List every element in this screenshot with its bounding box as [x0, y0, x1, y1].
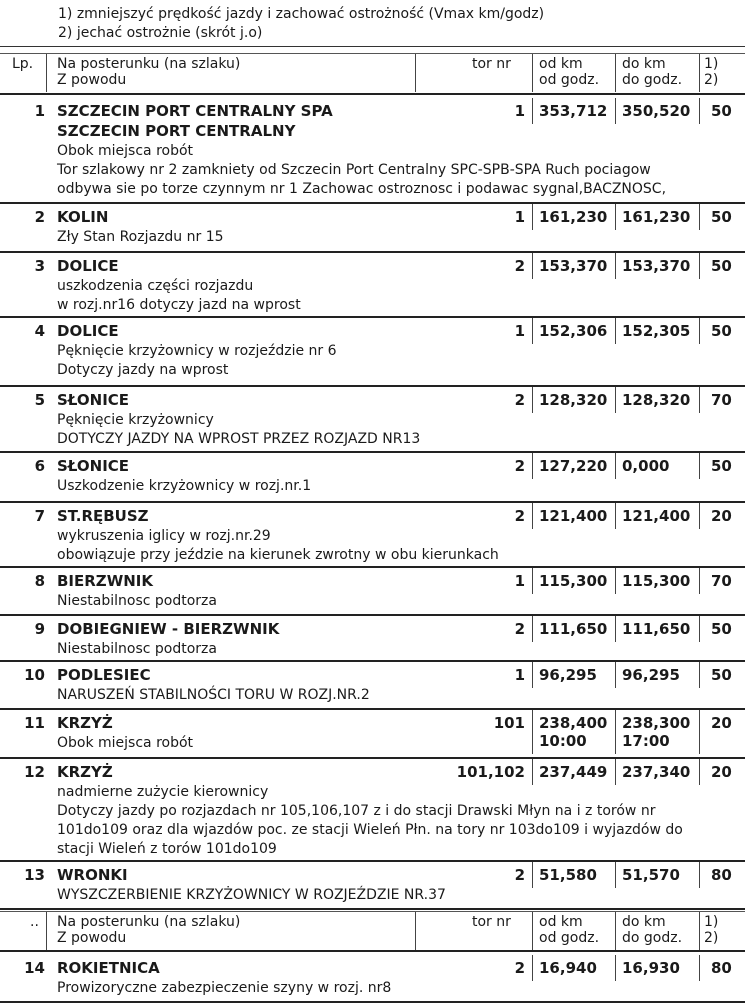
- row-reason-line: Tor szlakowy nr 2 zamkniety od Szczecin Port Centralny SPC-SPB-SPA Ruch pociagow: [57, 162, 651, 178]
- table-row: [0, 710, 745, 757]
- row-tor: 2: [514, 391, 525, 409]
- row-reason-line: Obok miejsca robót: [57, 735, 194, 751]
- row-lp: 10: [24, 666, 45, 684]
- row-place-line2: SZCZECIN PORT CENTRALNY: [57, 122, 296, 140]
- cell-divider: [532, 204, 533, 230]
- row-vmax: 80: [711, 866, 732, 884]
- row-reason-line: nadmierne zużycie kierownicy: [57, 784, 269, 800]
- row-reason-line: wykruszenia iglicy w rozj.nr.29: [57, 528, 271, 544]
- row-separator: [0, 316, 745, 318]
- header2-top-line: [0, 911, 745, 912]
- cell-divider: [532, 955, 533, 981]
- row-tor: 1: [514, 208, 525, 226]
- row-lp: 14: [24, 959, 45, 977]
- row-do-km: 128,320: [622, 391, 691, 409]
- row-separator: [0, 614, 745, 616]
- row-place: DOLICE: [57, 322, 119, 340]
- cell-divider: [699, 759, 700, 785]
- row-lp: 8: [34, 572, 45, 590]
- row-od-time: 10:00: [539, 732, 587, 750]
- table-header: [0, 54, 745, 92]
- row-reason-line: Niestabilnosc podtorza: [57, 641, 217, 657]
- cell-divider: [615, 453, 616, 479]
- row-reason-line: Uszkodzenie krzyżownicy w rozj.nr.1: [57, 478, 312, 494]
- header-divider: [699, 912, 700, 950]
- row-reason-line: Dotyczy jazdy na wprost: [57, 362, 229, 378]
- row-reason-line: Obok miejsca robót: [57, 143, 194, 159]
- row-do-time: 17:00: [622, 732, 670, 750]
- table-row: [0, 387, 745, 451]
- header-do-line1: do km: [622, 56, 666, 72]
- row-tor: 1: [514, 666, 525, 684]
- cell-divider: [615, 568, 616, 594]
- row-vmax: 70: [711, 391, 732, 409]
- row-od-km: 115,300: [539, 572, 608, 590]
- row-reason-line: NARUSZEŃ STABILNOŚCI TORU W ROZJ.NR.2: [57, 687, 370, 703]
- cell-divider: [532, 616, 533, 642]
- row-do-km: 111,650: [622, 620, 691, 638]
- cell-divider: [699, 616, 700, 642]
- header2-do-line2: do godz.: [622, 930, 683, 946]
- row-od-km: 128,320: [539, 391, 608, 409]
- row-separator: [0, 251, 745, 253]
- row-separator: [0, 501, 745, 503]
- row-place: BIERZWNIK: [57, 572, 153, 590]
- row-tor: 101,102: [456, 763, 525, 781]
- row-lp: 7: [34, 507, 45, 525]
- header-v-line1: 1): [704, 56, 719, 72]
- row-od-km: 353,712: [539, 102, 608, 120]
- row-reason-line: Pęknięcie krzyżownicy w rozjeździe nr 6: [57, 343, 337, 359]
- cell-divider: [699, 387, 700, 413]
- header-place-line1: Na posterunku (na szlaku): [57, 56, 241, 72]
- header-divider: [615, 912, 616, 950]
- cell-divider: [699, 503, 700, 529]
- row-od-km: 237,449: [539, 763, 608, 781]
- row-separator: [0, 385, 745, 387]
- legend-line-2: 2) jechać ostrożnie (skrót j.o): [58, 25, 263, 41]
- row-lp: 3: [34, 257, 45, 275]
- row-tor: 2: [514, 959, 525, 977]
- table-row: [0, 318, 745, 385]
- row-lp: 4: [34, 322, 45, 340]
- cell-divider: [532, 710, 533, 754]
- legend: [0, 0, 745, 47]
- row-vmax: 50: [711, 208, 732, 226]
- row-tor: 1: [514, 102, 525, 120]
- row-tor: 2: [514, 457, 525, 475]
- row-place: ROKIETNICA: [57, 959, 160, 977]
- row-place: DOLICE: [57, 257, 119, 275]
- table-row: [0, 759, 745, 860]
- cell-divider: [615, 318, 616, 344]
- header2-place-line1: Na posterunku (na szlaku): [57, 914, 241, 930]
- row-lp: 5: [34, 391, 45, 409]
- row-reason-line: DOTYCZY JAZDY NA WPROST PRZEZ ROZJAZD NR13: [57, 431, 421, 447]
- cell-divider: [615, 759, 616, 785]
- row-do-km: 51,570: [622, 866, 680, 884]
- header-divider: [46, 54, 47, 92]
- cell-divider: [699, 318, 700, 344]
- header-divider: [532, 912, 533, 950]
- cell-divider: [699, 862, 700, 888]
- header-top-line: [0, 53, 745, 54]
- row-tor: 101: [493, 714, 525, 732]
- table-row: [0, 453, 745, 501]
- row-place: PODLESIEC: [57, 666, 151, 684]
- row-vmax: 50: [711, 102, 732, 120]
- header-od-line1: od km: [539, 56, 583, 72]
- row-lp: 11: [24, 714, 45, 732]
- cell-divider: [615, 616, 616, 642]
- header2-lp: ..: [30, 914, 39, 930]
- header-divider: [699, 54, 700, 92]
- header-v-line2: 2): [704, 72, 719, 88]
- table-row: [0, 955, 745, 1001]
- table-row: [0, 662, 745, 708]
- table-row: [0, 98, 745, 202]
- row-place: WRONKI: [57, 866, 128, 884]
- row-do-km: 238,300: [622, 714, 691, 732]
- row-do-km: 153,370: [622, 257, 691, 275]
- row-reason-line: Dotyczy jazdy po rozjazdach nr 105,106,107 z i do stacji Drawski Młyn na i z torów nr: [57, 803, 656, 819]
- cell-divider: [532, 98, 533, 124]
- row-lp: 2: [34, 208, 45, 226]
- row-tor: 1: [514, 572, 525, 590]
- table-row: [0, 503, 745, 566]
- row-reason-line: Zły Stan Rozjazdu nr 15: [57, 229, 224, 245]
- row-vmax: 50: [711, 457, 732, 475]
- row-reason-line: WYSZCZERBIENIE KRZYŻOWNICY W ROZJEŹDZIE NR.37: [57, 887, 446, 903]
- row-lp: 9: [34, 620, 45, 638]
- row-reason-line: Prowizoryczne zabezpieczenie szyny w rozj. nr8: [57, 980, 392, 996]
- cell-divider: [699, 662, 700, 688]
- row-od-km: 161,230: [539, 208, 608, 226]
- row-vmax: 50: [711, 620, 732, 638]
- cell-divider: [532, 862, 533, 888]
- row-vmax: 80: [711, 959, 732, 977]
- cell-divider: [532, 387, 533, 413]
- cell-divider: [532, 568, 533, 594]
- cell-divider: [615, 710, 616, 754]
- header-divider: [615, 54, 616, 92]
- header2-tor: tor nr: [472, 914, 511, 930]
- cell-divider: [699, 710, 700, 754]
- row-reason-line: odbywa sie po torze czynnym nr 1 Zachowac ostroznosc i podawac sygnal,BACZNOSC,: [57, 181, 667, 197]
- table-row: [0, 568, 745, 614]
- cell-divider: [532, 759, 533, 785]
- row-od-km: 238,400: [539, 714, 608, 732]
- row-place: SŁONICE: [57, 457, 130, 475]
- header-od-line2: od godz.: [539, 72, 600, 88]
- row-vmax: 70: [711, 572, 732, 590]
- header-divider: [532, 54, 533, 92]
- row-do-km: 115,300: [622, 572, 691, 590]
- header-do-line2: do godz.: [622, 72, 683, 88]
- header-tor: tor nr: [472, 56, 511, 72]
- row-reason-line: w rozj.nr16 dotyczy jazd na wprost: [57, 297, 301, 313]
- row-lp: 6: [34, 457, 45, 475]
- row-reason-line: Niestabilnosc podtorza: [57, 593, 217, 609]
- row-reason-line: uszkodzenia części rozjazdu: [57, 278, 254, 294]
- row-separator: [0, 566, 745, 568]
- row-reason-line: obowiązuje przy jeździe na kierunek zwrotny w obu kierunkach: [57, 547, 499, 563]
- cell-divider: [699, 453, 700, 479]
- row-tor: 2: [514, 866, 525, 884]
- row-place: KRZYŻ: [57, 714, 113, 732]
- row-vmax: 50: [711, 257, 732, 275]
- cell-divider: [615, 862, 616, 888]
- cell-divider: [615, 387, 616, 413]
- row-place: KRZYŻ: [57, 763, 113, 781]
- row-place: KOLIN: [57, 208, 109, 226]
- cell-divider: [699, 568, 700, 594]
- row-od-km: 16,940: [539, 959, 597, 977]
- header2-od-line1: od km: [539, 914, 583, 930]
- header2-od-line2: od godz.: [539, 930, 600, 946]
- cell-divider: [615, 503, 616, 529]
- row-reason-line: Pęknięcie krzyżownicy: [57, 412, 214, 428]
- row-vmax: 20: [711, 507, 732, 525]
- table-row: [0, 204, 745, 251]
- header-lp: Lp.: [12, 56, 34, 72]
- header2-v-line2: 2): [704, 930, 719, 946]
- row-do-km: 16,930: [622, 959, 680, 977]
- row-reason-line: stacji Wieleń z torów 101do109: [57, 841, 277, 857]
- cell-divider: [699, 204, 700, 230]
- row-place: DOBIEGNIEW - BIERZWNIK: [57, 620, 280, 638]
- row-separator: [0, 757, 745, 759]
- header-divider: [415, 912, 416, 950]
- row-tor: 2: [514, 620, 525, 638]
- row-separator: [0, 202, 745, 204]
- row-vmax: 20: [711, 763, 732, 781]
- cell-divider: [532, 453, 533, 479]
- row-place: SŁONICE: [57, 391, 130, 409]
- row-do-km: 161,230: [622, 208, 691, 226]
- row-do-km: 152,305: [622, 322, 691, 340]
- header-bottom-line: [0, 93, 745, 95]
- cell-divider: [699, 253, 700, 279]
- row-separator: [0, 908, 745, 910]
- row-od-km: 121,400: [539, 507, 608, 525]
- row-do-km: 96,295: [622, 666, 680, 684]
- header2-bottom-line: [0, 950, 745, 952]
- legend-line-1: 1) zmniejszyć prędkość jazdy i zachować ostrożność (Vmax km/godz): [58, 6, 545, 22]
- header-divider: [415, 54, 416, 92]
- row-lp: 13: [24, 866, 45, 884]
- table-row: [0, 862, 745, 908]
- row-separator: [0, 451, 745, 453]
- row-vmax: 50: [711, 322, 732, 340]
- cell-divider: [615, 955, 616, 981]
- header2-place-line2: Z powodu: [57, 930, 127, 946]
- row-do-km: 121,400: [622, 507, 691, 525]
- row-lp: 1: [34, 102, 45, 120]
- row-vmax: 20: [711, 714, 732, 732]
- row-vmax: 50: [711, 666, 732, 684]
- row-place: ST.RĘBUSZ: [57, 507, 149, 525]
- header-divider: [46, 912, 47, 950]
- row-tor: 2: [514, 507, 525, 525]
- row-od-km: 127,220: [539, 457, 608, 475]
- row-reason-line: 101do109 oraz dla wjazdów poc. ze stacji Wieleń Płn. na tory nr 103do109 i wyjazdów do: [57, 822, 683, 838]
- header2-v-line1: 1): [704, 914, 719, 930]
- cell-divider: [532, 253, 533, 279]
- header2-do-line1: do km: [622, 914, 666, 930]
- row-place: SZCZECIN PORT CENTRALNY SPA: [57, 102, 333, 120]
- row-do-km: 350,520: [622, 102, 691, 120]
- cell-divider: [615, 204, 616, 230]
- row-separator: [0, 860, 745, 862]
- row-separator: [0, 660, 745, 662]
- row-od-km: 153,370: [539, 257, 608, 275]
- cell-divider: [532, 503, 533, 529]
- cell-divider: [532, 662, 533, 688]
- cell-divider: [615, 662, 616, 688]
- cell-divider: [699, 98, 700, 124]
- row-od-km: 51,580: [539, 866, 597, 884]
- header-place-line2: Z powodu: [57, 72, 127, 88]
- row-od-km: 96,295: [539, 666, 597, 684]
- table-row: [0, 253, 745, 316]
- row-separator: [0, 708, 745, 710]
- cell-divider: [532, 318, 533, 344]
- row-od-km: 111,650: [539, 620, 608, 638]
- row-tor: 2: [514, 257, 525, 275]
- cell-divider: [699, 955, 700, 981]
- row-od-km: 152,306: [539, 322, 608, 340]
- cell-divider: [615, 98, 616, 124]
- row-lp: 12: [24, 763, 45, 781]
- table-row: [0, 616, 745, 660]
- row-do-km: 0,000: [622, 457, 670, 475]
- row-tor: 1: [514, 322, 525, 340]
- table-header-repeat: [0, 912, 745, 950]
- row-do-km: 237,340: [622, 763, 691, 781]
- cell-divider: [615, 253, 616, 279]
